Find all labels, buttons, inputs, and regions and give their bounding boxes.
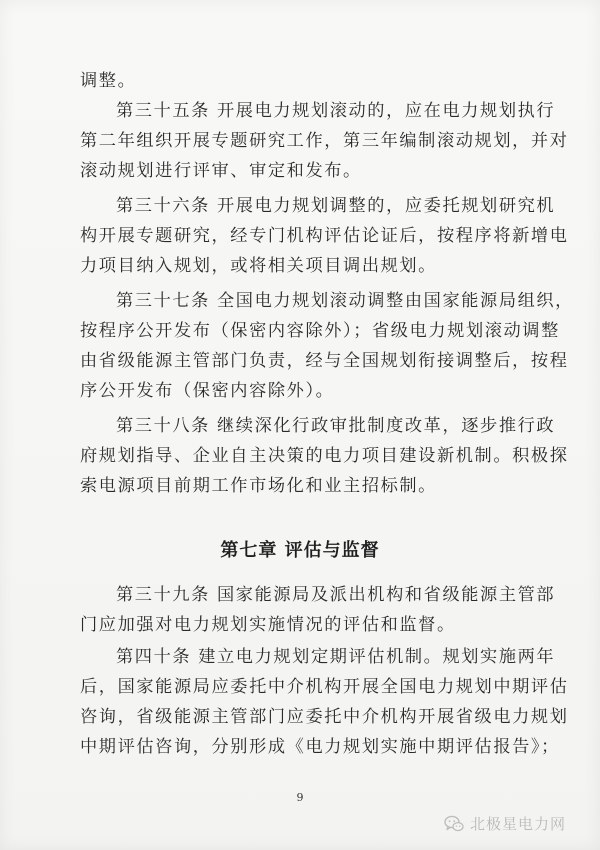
article-35-line-1: 第三十五条 开展电力规划滚动的，应在电力规划执行 <box>116 101 556 121</box>
article-36-line-1: 第三十六条 开展电力规划调整的，应委托规划研究机 <box>116 196 556 216</box>
article-40-line-3: 咨询，省级能源主管部门应委托中介机构开展省级电力规划 <box>80 707 569 727</box>
article-37-line-2: 按程序公开发布（保密内容除外）；省级电力规划滚动调整 <box>80 321 560 341</box>
article-35-line-2: 第二年组织开展专题研究工作，第三年编制滚动规划，并对 <box>80 131 569 151</box>
article-40-line-1: 第四十条 建立电力规划定期评估机制。规划实施两年 <box>116 647 556 667</box>
body-text-upper <box>80 66 574 501</box>
article-40-line-2: 后，国家能源局应委托中介机构开展全国电力规划中期评估 <box>80 677 569 697</box>
wechat-icon <box>444 815 464 833</box>
article-36-line-2: 构开展专题研究，经专门机构评估论证后，按程序将新增电 <box>80 226 569 246</box>
article-38-line-3: 索电源项目前期工作市场化和业主招标制。 <box>80 476 437 496</box>
watermark <box>444 813 566 834</box>
text-line: 调整。 <box>80 71 137 91</box>
article-37-line-1: 第三十七条 全国电力规划滚动调整由国家能源局组织， <box>116 291 574 311</box>
watermark-text: 北极星电力网 <box>469 815 566 833</box>
article-37-line-3: 由省级能源主管部门负责，经与全国规划衔接调整后，按程 <box>80 351 569 371</box>
article-39-line-1: 第三十九条 国家能源局及派出机构和省级能源主管部 <box>116 585 556 605</box>
page-number: 9 <box>296 791 304 804</box>
article-36-line-3: 力项目纳入规划，或将相关项目调出规划。 <box>80 256 437 276</box>
article-38-line-2: 府规划指导、企业自主决策的电力项目建设新机制。积极探 <box>80 446 569 466</box>
article-38-line-1: 第三十八条 继续深化行政审批制度改革，逐步推行政 <box>116 416 556 436</box>
chapter-title: 第七章 评估与监督 <box>220 540 380 561</box>
article-35-line-3: 滚动规划进行评审、审定和发布。 <box>80 161 362 181</box>
body-text-lower <box>80 580 569 762</box>
article-37-line-4: 序公开发布（保密内容除外）。 <box>80 381 335 401</box>
article-39-line-2: 门应加强对电力规划实施情况的评估和监督。 <box>80 615 456 635</box>
article-40-line-4: 中期评估咨询，分别形成《电力规划实施中期评估报告》； <box>80 737 560 757</box>
